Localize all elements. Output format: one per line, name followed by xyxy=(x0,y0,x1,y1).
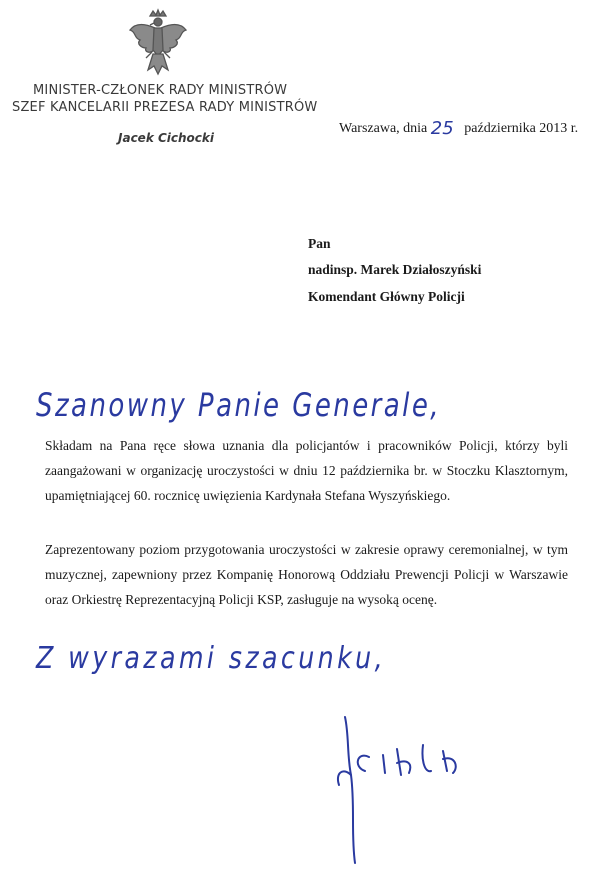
dateline xyxy=(339,118,578,139)
addressee-title: Pan xyxy=(308,236,331,251)
addressee-name: nadinsp. Marek Działoszyński xyxy=(308,262,482,277)
addressee-position: Komendant Główny Policji xyxy=(308,289,465,304)
body-paragraph-2: Zaprezentowany poziom przygotowania uroczystości w zakresie oprawy ceremonialnej, w tym muzycznej, zapewniony przez Kompanię Honorową Oddziału Prewencji Policji w Warszawie oraz Orkiestrę Reprezentacyjną Policji KSP, zasługuje na wysoką ocenę. xyxy=(45,542,568,607)
dateline-prefix: Warszawa, dnia xyxy=(339,121,428,136)
official-name: Jacek Cichocki xyxy=(118,131,214,145)
body-paragraph-1: Składam na Pana ręce słowa uznania dla policjantów i pracowników Policji, którzy byli zaangażowani w organizację uroczystości w dniu 12 października br. w Stoczku Klasztornym, upamiętniającej 60. rocznicę uwięzienia Kardynała Stefana Wyszyńskiego. xyxy=(45,438,568,503)
salutation-text: Szanowny Panie Generale, xyxy=(36,386,441,424)
signature-handwritten xyxy=(325,715,475,870)
dateline-day-handwritten: 25 xyxy=(430,118,454,139)
letterhead-title-line-2: SZEF KANCELARII PREZESA RADY MINISTRÓW xyxy=(12,100,318,115)
closing-text: Z wyrazami szacunku, xyxy=(35,641,387,676)
polish-eagle-emblem-icon xyxy=(128,10,188,78)
dateline-suffix: października 2013 r. xyxy=(464,121,579,136)
closing-handwritten xyxy=(36,630,406,695)
letterhead-title-line-1: MINISTER-CZŁONEK RADY MINISTRÓW xyxy=(33,83,288,98)
salutation-handwritten xyxy=(36,380,456,435)
